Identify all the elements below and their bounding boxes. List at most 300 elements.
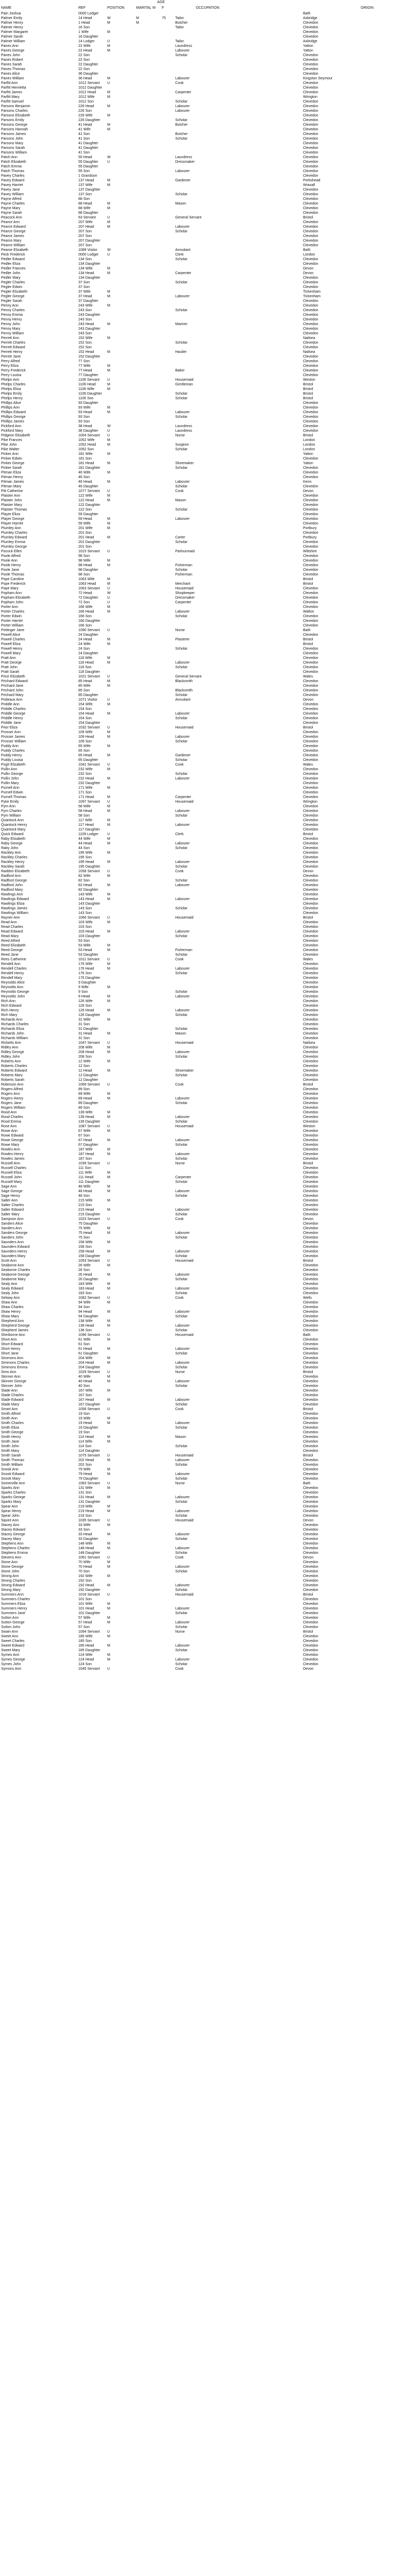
cell-name: Palmer Emily: [1, 16, 23, 20]
cell-name: Panes John: [1, 54, 20, 57]
cell-name: Purnell Edwin: [1, 791, 23, 794]
cell-origin: Clevedon: [303, 1329, 318, 1332]
cell-ref: 204 Daughter: [78, 1366, 100, 1369]
cell-name: Quantock Ann: [1, 819, 24, 822]
cell-name: Shaw Charles: [1, 1306, 24, 1309]
cell-name: Somerville Ann: [1, 1482, 25, 1485]
table-row: [0, 429, 420, 433]
cell-name: Pedler Mary: [1, 276, 21, 280]
cell-name: Pavey Edward: [1, 179, 25, 182]
table-row: [0, 962, 420, 967]
table-row: [0, 1597, 420, 1602]
cell-origin: Clevedon: [303, 476, 318, 479]
cell-name: Priddle Jane: [1, 721, 21, 725]
cell-name: Perrett Henry: [1, 350, 23, 354]
cell-ref: 19 Wife: [78, 1417, 91, 1420]
cell-ref: 72 Head: [78, 591, 92, 595]
cell-ref: 1066 Servant: [78, 916, 100, 920]
cell-name: Reed Alfred: [1, 939, 20, 943]
cell-ref: 1012 Servant: [78, 81, 100, 85]
cell-name: Pegler George: [1, 295, 25, 298]
cell-occupation: Scholar: [175, 309, 188, 312]
table-row: [0, 480, 420, 484]
cell-occupation: Cook: [175, 763, 184, 767]
cell-origin: Clevedon: [303, 499, 318, 502]
cell-ref: 53 Daughter: [78, 953, 98, 957]
cell-occupation: Gardener: [175, 754, 191, 757]
cell-origin: Clevedon: [303, 1366, 318, 1369]
cell-origin: Clevedon: [303, 1097, 318, 1100]
cell-name: Roberts Edward: [1, 1069, 27, 1073]
cell-ref: 61 Head: [78, 1347, 92, 1351]
cell-name: Perry Eliza: [1, 364, 19, 368]
table-row: [0, 447, 420, 452]
cell-name: Plaister Ann: [1, 494, 21, 498]
cell-origin: Wales: [303, 763, 313, 767]
table-row: [0, 1031, 420, 1036]
cell-name: Purnell Ann: [1, 786, 20, 790]
cell-position: M: [107, 1139, 110, 1142]
cell-name: Spear John: [1, 1514, 20, 1518]
cell-name: Rawlings William: [1, 911, 28, 915]
cell-origin: Clevedon: [303, 156, 318, 159]
cell-position: U: [107, 1630, 110, 1634]
table-row: [0, 1537, 420, 1541]
table-row: [0, 1087, 420, 1092]
cell-name: Penny Mary: [1, 327, 21, 331]
table-row: [0, 985, 420, 990]
cell-origin: Clevedon: [303, 1013, 318, 1017]
cell-position: M: [107, 1547, 110, 1550]
cell-origin: Clevedon: [303, 137, 318, 141]
cell-origin: Clevedon: [303, 768, 318, 771]
cell-ref: 143 Son: [78, 907, 92, 910]
cell-ref: 9 Daughter: [78, 981, 96, 985]
cell-origin: Clevedon: [303, 962, 318, 966]
table-row: [0, 1648, 420, 1653]
cell-name: Rood Emma: [1, 1120, 21, 1124]
table-row: [0, 1477, 420, 1481]
cell-origin: Clevedon: [303, 81, 318, 85]
cell-position: M: [107, 295, 110, 298]
table-row: [0, 39, 420, 44]
cell-origin: Wraxall: [303, 183, 315, 187]
cell-origin: Portishead: [303, 179, 321, 182]
cell-origin: Clevedon: [303, 837, 318, 841]
cell-ref: 109 Wife: [78, 731, 93, 734]
table-row: [0, 939, 420, 943]
cell-ref: 59 Daughter: [78, 513, 98, 516]
table-row: [0, 1634, 420, 1639]
cell-origin: Clevedon: [303, 91, 318, 94]
table-row: [0, 206, 420, 211]
cell-ref: 111 Daughter: [78, 1180, 100, 1184]
cell-origin: Clevedon: [303, 67, 318, 71]
cell-origin: Clevedon: [303, 1570, 318, 1573]
cell-origin: Clevedon: [303, 1088, 318, 1091]
table-row: [0, 164, 420, 169]
table-row: [0, 953, 420, 957]
cell-name: Read Charles: [1, 925, 23, 929]
cell-origin: Clevedon: [303, 1004, 318, 1008]
cell-name: Panes Ann: [1, 44, 19, 48]
cell-name: Pearce Ann: [1, 221, 20, 224]
cell-name: Perry Frederick: [1, 369, 26, 372]
cell-name: Radford Mary: [1, 888, 23, 892]
cell-name: Richards Eliza: [1, 1027, 24, 1031]
cell-origin: Clevedon: [303, 1514, 318, 1518]
cell-origin: Nailsea: [303, 350, 315, 354]
table-row: [0, 906, 420, 911]
cell-ref: 37 Daughter: [78, 299, 98, 303]
cell-ref: 38 Daughter: [78, 429, 98, 433]
cell-ref: 243 Daughter: [78, 313, 100, 317]
cell-name: Poole Ann: [1, 559, 18, 563]
cell-name: Sparks Mary: [1, 1500, 22, 1504]
cell-name: Purnell Thomas: [1, 795, 26, 799]
table-row: [0, 1490, 420, 1495]
table-row: [0, 266, 420, 271]
cell-name: Palmer Margaret: [1, 30, 28, 34]
cell-occupation: Housemaid: [175, 378, 194, 382]
cell-name: Smith Sarah: [1, 1454, 21, 1458]
cell-occupation: Housemaid: [175, 587, 194, 590]
table-row: [0, 1347, 420, 1351]
table-row: [0, 1286, 420, 1291]
cell-occupation: Nurse: [175, 629, 185, 632]
cell-name: Raby John: [1, 846, 19, 850]
cell-origin: Clevedon: [303, 995, 318, 998]
cell-name: Summers Eliza: [1, 1602, 26, 1606]
cell-ref: 26 Head: [78, 1273, 92, 1277]
cell-origin: Clevedon: [303, 466, 318, 470]
cell-occupation: Labourer: [175, 1009, 190, 1012]
cell-origin: Clevedon: [303, 531, 318, 535]
table-row: [0, 396, 420, 401]
cell-ref: 166 Son: [78, 624, 92, 628]
cell-ref: 89 Daughter: [78, 1101, 98, 1105]
cell-ref: 122 Daughter: [78, 503, 100, 507]
cell-name: Saunders Edward: [1, 1245, 30, 1249]
cell-origin: Clevedon: [303, 619, 318, 623]
cell-position: U: [107, 1667, 110, 1671]
cell-origin: Clevedon: [303, 1496, 318, 1499]
cell-origin: Clevedon: [303, 809, 318, 813]
cell-occupation: Mason: [175, 202, 187, 206]
cell-occupation: Fisherman: [175, 573, 193, 577]
cell-ref: 1106 Servant: [78, 378, 100, 382]
cell-name: Poole Jane: [1, 568, 20, 572]
cell-name: Salter Ann: [1, 1199, 18, 1202]
cell-ref: 118 Daughter: [78, 670, 100, 674]
cell-name: Skinner Ann: [1, 1375, 21, 1379]
cell-name: Pedler Eliza: [1, 262, 21, 266]
cell-name: Raby George: [1, 842, 23, 845]
cell-name: Roberts Sarah: [1, 1078, 25, 1082]
cell-occupation: Nurse: [175, 1162, 185, 1165]
cell-position: M: [107, 1616, 110, 1620]
cell-origin: Bristol: [303, 392, 313, 396]
table-row: [0, 596, 420, 600]
cell-name: Strong Ann: [1, 1574, 19, 1578]
cell-ref: 181 Daughter: [78, 466, 100, 470]
cell-origin: Clevedon: [303, 285, 318, 289]
cell-origin: Clevedon: [303, 717, 318, 720]
cell-name: Quantock Mary: [1, 828, 26, 832]
cell-name: Russell John: [1, 1176, 22, 1179]
cell-name: Roberts Ann: [1, 1060, 21, 1063]
table-row: [0, 572, 420, 577]
cell-occupation: Labourer: [175, 1421, 190, 1425]
cell-position: M: [107, 944, 110, 947]
table-row: [0, 401, 420, 405]
cell-ref: 1056 Servant: [78, 1408, 100, 1411]
table-row: [0, 1259, 420, 1263]
cell-occupation: Scholar: [175, 448, 188, 451]
cell-origin: Clevedon: [303, 786, 318, 790]
cell-occupation: Scholar: [175, 540, 188, 544]
cell-origin: Clevedon: [303, 545, 318, 549]
cell-ref: 126 Son: [78, 1004, 92, 1008]
cell-ref: 131 Son: [78, 1491, 92, 1495]
cell-name: Plumley Emma: [1, 540, 26, 544]
cell-ref: 101 Head: [78, 1607, 94, 1611]
cell-position: M: [107, 1496, 110, 1499]
cell-ref: 75 Son: [78, 1236, 90, 1240]
table-row: [0, 545, 420, 549]
table-row: [0, 1630, 420, 1634]
cell-name: Perrett Jane: [1, 355, 21, 359]
table-row: [0, 790, 420, 795]
cell-occupation: Scholar: [175, 1236, 188, 1240]
col-marital: MARITAL: [136, 6, 152, 10]
cell-origin: Clevedon: [303, 1153, 318, 1156]
cell-origin: Clevedon: [303, 457, 318, 461]
cell-position: M: [107, 1115, 110, 1119]
cell-origin: Bristol: [303, 397, 313, 400]
cell-origin: Clevedon: [303, 54, 318, 57]
cell-ref: 41 Wife: [78, 128, 91, 131]
cell-name: Sutton John: [1, 1625, 21, 1629]
cell-origin: Clevedon: [303, 605, 318, 609]
cell-name: Rowles James: [1, 1157, 25, 1161]
cell-name: Pain Joshua: [1, 12, 21, 15]
cell-name: Pike Frances: [1, 438, 22, 442]
cell-position: M: [107, 1607, 110, 1611]
cell-origin: Bristol: [303, 216, 313, 219]
table-row: [0, 814, 420, 818]
cell-origin: Clevedon: [303, 856, 318, 859]
cell-origin: Clevedon: [303, 721, 318, 725]
cell-ref: 19 Head: [78, 1421, 92, 1425]
cell-ref: 1032 Servant: [78, 726, 100, 730]
cell-position: M: [107, 1472, 110, 1476]
table-row: [0, 169, 420, 174]
cell-ref: 24 Wife: [78, 642, 91, 646]
cell-origin: Clevedon: [303, 494, 318, 498]
cell-origin: Clevedon: [303, 105, 318, 108]
cell-origin: Clevedon: [303, 633, 318, 637]
table-row: [0, 299, 420, 303]
cell-position: M: [107, 559, 110, 563]
table-row: [0, 1569, 420, 1574]
cell-origin: Devon: [303, 267, 314, 270]
cell-name: Pottinger Jane: [1, 629, 25, 632]
cell-origin: Clevedon: [303, 1204, 318, 1207]
cell-ref: 1021 Servant: [78, 675, 100, 679]
cell-ref: 138 Son: [78, 1329, 92, 1332]
cell-name: Plumley George: [1, 545, 27, 549]
cell-occupation: General Servant: [175, 216, 201, 219]
cell-name: Strong Charles: [1, 1579, 25, 1583]
cell-name: Stephens Charles: [1, 1547, 30, 1550]
cell-ref: 118 Wife: [78, 656, 93, 660]
cell-name: Selway Ann: [1, 1296, 20, 1300]
table-row: [0, 1096, 420, 1101]
cell-ref: 9 Wife: [78, 986, 89, 989]
cell-name: Sanders George: [1, 1231, 28, 1235]
cell-position: M: [107, 1602, 110, 1606]
cell-name: Pullin George: [1, 772, 23, 776]
cell-occupation: Labourer: [175, 777, 190, 781]
cell-position: M: [107, 1050, 110, 1054]
cell-position: M: [107, 884, 110, 887]
cell-occupation: Housemaid: [175, 1125, 194, 1128]
cell-origin: Clevedon: [303, 740, 318, 743]
cell-origin: Clevedon: [303, 508, 318, 512]
cell-ref: 77 Head: [78, 369, 92, 372]
cell-occupation: Labourer: [175, 1190, 190, 1193]
cell-position: M: [107, 948, 110, 952]
cell-ref: 158 Son: [78, 1245, 92, 1249]
cell-position: M: [107, 323, 110, 326]
cell-ref: 1012 Head: [78, 91, 96, 94]
cell-age-f: 75: [162, 16, 166, 20]
cell-ref: 14 Lodger: [78, 40, 95, 43]
cell-position: U: [107, 1296, 110, 1300]
cell-name: Rose Ann: [1, 1125, 17, 1128]
cell-occupation: Labourer: [175, 1139, 190, 1142]
cell-occupation: Labourer: [175, 1115, 190, 1119]
cell-ref: 75 Wife: [78, 1227, 91, 1230]
cell-ref: 232 Wife: [78, 768, 93, 771]
cell-origin: Clevedon: [303, 1403, 318, 1406]
cell-position: U: [107, 763, 110, 767]
cell-name: Shaw Ann: [1, 1301, 18, 1304]
cell-name: Short Ann: [1, 1338, 17, 1342]
table-row: [0, 1175, 420, 1180]
cell-name: Perrett Edward: [1, 346, 25, 349]
cell-occupation: Blacksmith: [175, 689, 193, 692]
cell-name: Pym William: [1, 814, 21, 818]
cell-name: Panes William: [1, 77, 24, 80]
cell-position: M: [107, 183, 110, 187]
cell-ref: 41 Daughter: [78, 146, 98, 150]
cell-origin: Clevedon: [303, 805, 318, 808]
cell-occupation: Scholar: [175, 1463, 188, 1467]
cell-name: Read Mary: [1, 935, 19, 938]
cell-origin: London: [303, 253, 315, 257]
table-row: [0, 1078, 420, 1082]
cell-name: Sealy Edward: [1, 1287, 24, 1291]
cell-ref: 63 Servant: [78, 216, 96, 219]
cell-name: Stone John: [1, 1570, 20, 1573]
cell-position: M: [107, 1148, 110, 1151]
cell-name: Sparks George: [1, 1496, 26, 1499]
cell-ref: 1090 Servant: [78, 629, 100, 632]
cell-name: Sanders John: [1, 1236, 24, 1240]
cell-name: Rogers William: [1, 1106, 26, 1110]
table-row: [0, 201, 420, 206]
cell-origin: Clevedon: [303, 884, 318, 887]
cell-origin: Clevedon: [303, 485, 318, 488]
cell-name: Radford George: [1, 879, 27, 883]
cell-name: Rackley Henry: [1, 860, 25, 864]
cell-ref: 124 Head: [78, 1658, 94, 1662]
table-row: [0, 1059, 420, 1064]
cell-ref: 94 Daughter: [78, 1315, 98, 1318]
cell-ref: 44 Son: [78, 846, 90, 850]
cell-ref: 183 Son: [78, 1292, 92, 1295]
table-row: [0, 489, 420, 494]
cell-occupation: Labourer: [175, 1361, 190, 1365]
cell-ref: 98 Head: [78, 564, 92, 567]
cell-origin: Clevedon: [303, 142, 318, 145]
col-position: POSITION: [107, 6, 125, 10]
cell-ref: 1029 Servant: [78, 1370, 100, 1374]
cell-name: Reynolds Alice: [1, 981, 25, 985]
cell-occupation: Labourer: [175, 823, 190, 827]
cell-position: U: [107, 1041, 110, 1045]
table-row: [0, 957, 420, 962]
table-row: [0, 809, 420, 814]
cell-origin: Kenn: [303, 480, 312, 484]
cell-occupation: Labourer: [175, 1380, 190, 1383]
cell-ref: 109 Son: [78, 740, 92, 743]
cell-ref: 31 Wife: [78, 1018, 91, 1022]
cell-ref: 185 Son: [78, 1639, 92, 1643]
cell-ref: 1 Wife: [78, 30, 89, 34]
cell-origin: Clevedon: [303, 304, 318, 308]
table-row: [0, 368, 420, 373]
cell-position: M: [107, 438, 110, 442]
table-row: [0, 1546, 420, 1551]
cell-position: U: [107, 958, 110, 961]
cell-origin: Clevedon: [303, 1421, 318, 1425]
cell-origin: London: [303, 438, 315, 442]
cell-occupation: Annuitant: [175, 248, 191, 252]
cell-ref: 46 Wife: [78, 471, 91, 474]
cell-origin: Clevedon: [303, 1653, 318, 1657]
cell-position: M: [107, 387, 110, 391]
cell-origin: Clevedon: [303, 401, 318, 405]
cell-position: M: [107, 1658, 110, 1662]
cell-origin: Wales: [303, 958, 313, 961]
cell-name: Ridley George: [1, 1050, 24, 1054]
table-row: [0, 1625, 420, 1630]
cell-origin: Clevedon: [303, 972, 318, 975]
cell-origin: Wiltshire: [303, 550, 317, 553]
cell-ref: 185 Daughter: [78, 1649, 100, 1652]
cell-name: Payne Sarah: [1, 211, 22, 215]
cell-origin: Clevedon: [303, 1612, 318, 1615]
table-row: [0, 415, 420, 419]
cell-name: Parsons Benjamin: [1, 105, 30, 108]
table-row: [0, 317, 420, 322]
col-name: NAME: [1, 6, 12, 10]
table-row: [0, 132, 420, 137]
cell-ref: 61 Daughter: [78, 1352, 98, 1355]
